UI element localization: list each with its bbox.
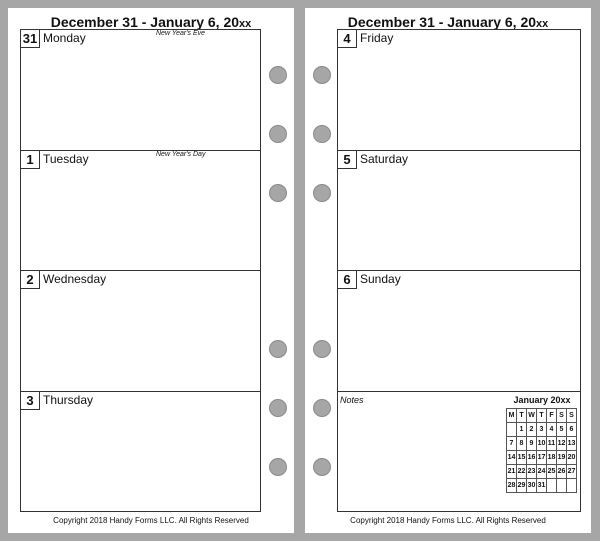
- binder-hole: [269, 340, 287, 358]
- mini-calendar-day: 26: [557, 465, 567, 479]
- mini-calendar-header: S: [557, 409, 567, 423]
- binder-hole: [269, 184, 287, 202]
- binder-hole: [269, 66, 287, 84]
- right-page: [305, 8, 591, 533]
- day-cell-monday[interactable]: [21, 30, 260, 151]
- binder-hole: [313, 399, 331, 417]
- day-cell-friday[interactable]: [338, 30, 580, 151]
- mini-calendar-day: 18: [547, 451, 557, 465]
- mini-calendar-day: 5: [557, 423, 567, 437]
- mini-calendar-day: 30: [527, 479, 537, 493]
- mini-calendar-day: 12: [557, 437, 567, 451]
- notes-cell[interactable]: [338, 392, 580, 511]
- mini-calendar-day: 6: [567, 423, 577, 437]
- day-cell-wednesday[interactable]: [21, 271, 260, 392]
- mini-calendar-day: 31: [537, 479, 547, 493]
- day-name: Saturday: [360, 152, 409, 166]
- day-name: Thursday: [43, 393, 94, 407]
- binder-hole: [313, 458, 331, 476]
- mini-calendar-day: [567, 479, 577, 493]
- copyright-text: Copyright 2018 Handy Forms LLC. All Rights Reserved: [350, 516, 546, 525]
- day-name: Tuesday: [43, 152, 89, 166]
- mini-calendar-day: 10: [537, 437, 547, 451]
- day-name: Wednesday: [43, 272, 107, 286]
- binder-hole: [313, 340, 331, 358]
- mini-calendar-day: 21: [507, 465, 517, 479]
- mini-calendar-day: 3: [537, 423, 547, 437]
- mini-calendar-grid: [506, 408, 577, 493]
- day-cell-saturday[interactable]: [338, 151, 580, 271]
- left-page: [8, 8, 294, 533]
- day-number: 6: [338, 271, 357, 289]
- day-cell-tuesday[interactable]: [21, 151, 260, 271]
- copyright-text: Copyright 2018 Handy Forms LLC. All Rights Reserved: [53, 516, 249, 525]
- mini-calendar-header: S: [567, 409, 577, 423]
- left-page-title: December 31 - January 6, 20xx: [50, 14, 252, 30]
- mini-calendar-day: 1: [517, 423, 527, 437]
- mini-calendar-header: F: [547, 409, 557, 423]
- holiday-label: New Year's Day: [156, 151, 206, 158]
- day-cell-thursday[interactable]: [21, 392, 260, 511]
- holiday-label: New Year's Eve: [156, 30, 206, 37]
- mini-calendar-day: 24: [537, 465, 547, 479]
- mini-calendar-day: 13: [567, 437, 577, 451]
- mini-calendar-day: 20: [567, 451, 577, 465]
- mini-calendar: [506, 395, 578, 493]
- left-day-grid: [20, 29, 261, 512]
- day-number: 1: [21, 151, 40, 169]
- mini-calendar-day: 7: [507, 437, 517, 451]
- mini-calendar-day: [547, 479, 557, 493]
- mini-calendar-day: 4: [547, 423, 557, 437]
- right-page-title: December 31 - January 6, 20xx: [347, 14, 549, 30]
- mini-calendar-day: 15: [517, 451, 527, 465]
- binder-hole: [269, 399, 287, 417]
- day-number: 5: [338, 151, 357, 169]
- mini-calendar-day: 11: [547, 437, 557, 451]
- day-number: 31: [21, 30, 40, 48]
- day-number: 3: [21, 392, 40, 410]
- mini-calendar-day: 19: [557, 451, 567, 465]
- binder-hole: [313, 184, 331, 202]
- mini-calendar-day: [507, 423, 517, 437]
- mini-calendar-day: 16: [527, 451, 537, 465]
- notes-label: Notes: [340, 395, 364, 405]
- mini-calendar-day: 29: [517, 479, 527, 493]
- day-number: 4: [338, 30, 357, 48]
- binder-hole: [313, 66, 331, 84]
- mini-calendar-day: 25: [547, 465, 557, 479]
- mini-calendar-day: 28: [507, 479, 517, 493]
- binder-hole: [269, 125, 287, 143]
- right-day-grid: [337, 29, 581, 512]
- mini-calendar-day: 22: [517, 465, 527, 479]
- mini-calendar-day: 17: [537, 451, 547, 465]
- mini-calendar-day: 23: [527, 465, 537, 479]
- mini-calendar-day: 2: [527, 423, 537, 437]
- mini-calendar-day: 8: [517, 437, 527, 451]
- day-number: 2: [21, 271, 40, 289]
- mini-calendar-title: January 20xx: [513, 395, 571, 405]
- mini-calendar-day: 27: [567, 465, 577, 479]
- day-name: Monday: [43, 31, 86, 45]
- day-name: Sunday: [360, 272, 401, 286]
- mini-calendar-header: T: [517, 409, 527, 423]
- binder-hole: [269, 458, 287, 476]
- mini-calendar-header: T: [537, 409, 547, 423]
- mini-calendar-header: W: [527, 409, 537, 423]
- day-name: Friday: [360, 31, 394, 45]
- mini-calendar-header: M: [507, 409, 517, 423]
- binder-hole: [313, 125, 331, 143]
- mini-calendar-day: 14: [507, 451, 517, 465]
- mini-calendar-day: [557, 479, 567, 493]
- mini-calendar-day: 9: [527, 437, 537, 451]
- day-cell-sunday[interactable]: [338, 271, 580, 392]
